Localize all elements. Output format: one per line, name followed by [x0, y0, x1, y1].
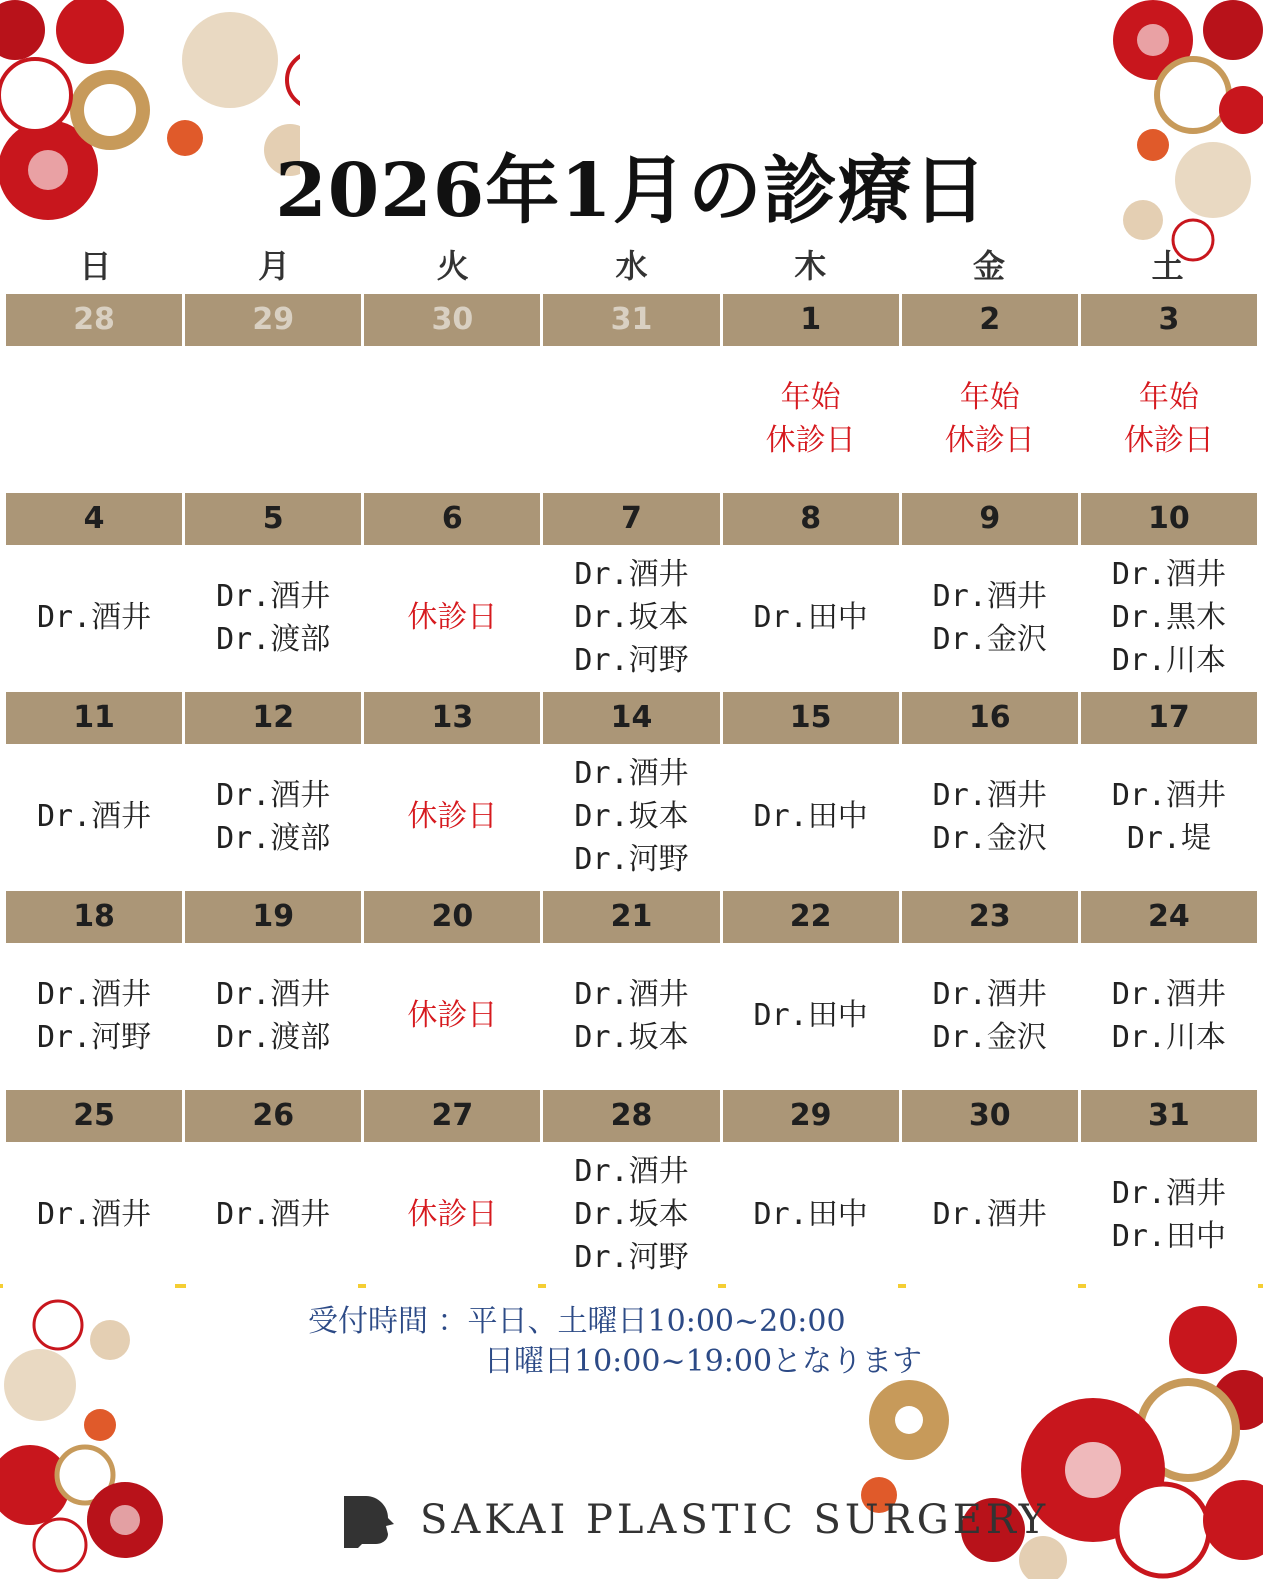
- doctor-name: Dr.酒井: [36, 1197, 152, 1232]
- closed-day-cell: [902, 346, 1078, 491]
- doctor-name: Dr.河野: [574, 1240, 689, 1275]
- reception-hours-line-2: 日曜日10:00~19:00となります: [484, 1344, 923, 1379]
- closed-label: 年始: [780, 379, 841, 415]
- doctor-schedule-cell: [543, 744, 719, 889]
- doctor-schedule-cell: [723, 943, 899, 1088]
- calendar-week: [6, 294, 1257, 491]
- date-number: 15: [723, 692, 899, 744]
- date-number: 21: [543, 891, 719, 943]
- doctor-name: Dr.河野: [574, 842, 689, 877]
- calendar: [6, 240, 1257, 1287]
- date-number: 22: [723, 891, 899, 943]
- date-number: 8: [723, 493, 899, 545]
- doctor-name: Dr.堤: [1126, 820, 1211, 856]
- doctor-name: Dr.田中: [753, 799, 868, 834]
- closed-label: 休診日: [407, 998, 498, 1033]
- doctor-schedule-cell: [6, 1142, 182, 1287]
- date-row: [6, 294, 1257, 346]
- doctor-schedule-cell: [1081, 744, 1257, 889]
- date-number: 11: [6, 692, 182, 744]
- date-number: 16: [902, 692, 1078, 744]
- doctor-name: Dr.河野: [574, 643, 689, 678]
- doctor-name: Dr.河野: [36, 1019, 152, 1055]
- doctor-name: Dr.酒井: [932, 777, 1047, 813]
- doctor-schedule-cell: [902, 1142, 1078, 1287]
- schedule-row: [6, 744, 1257, 889]
- doctor-name: Dr.金沢: [932, 820, 1047, 856]
- date-number: 7: [543, 493, 719, 545]
- date-number: 6: [364, 493, 540, 545]
- date-number: 27: [364, 1090, 540, 1142]
- doctor-name: Dr.酒井: [1111, 976, 1226, 1012]
- closed-label: 休診日: [1123, 422, 1214, 458]
- reception-hours: [308, 1302, 922, 1382]
- closed-label: 年始: [1138, 379, 1199, 415]
- doctor-name: Dr.坂本: [574, 1019, 689, 1055]
- closed-day-cell: [364, 744, 540, 889]
- brand-name: SAKAI PLASTIC SURGERY: [420, 1497, 1050, 1543]
- doctor-name: Dr.川本: [1111, 643, 1226, 678]
- doctor-name: Dr.酒井: [216, 1197, 331, 1232]
- doctor-schedule-cell: [902, 943, 1078, 1088]
- doctor-name: Dr.黒木: [1111, 600, 1226, 635]
- date-number: 5: [185, 493, 361, 545]
- doctor-name: Dr.酒井: [216, 976, 331, 1012]
- date-number: 28: [6, 294, 182, 346]
- date-number: 31: [543, 294, 719, 346]
- doctor-name: Dr.酒井: [36, 976, 152, 1012]
- plum-blossom-decoration-bottom-left: [0, 1295, 200, 1579]
- doctor-name: Dr.酒井: [1111, 557, 1226, 592]
- date-number: 14: [543, 692, 719, 744]
- doctor-schedule-cell: [543, 943, 719, 1088]
- doctor-schedule-cell: [6, 744, 182, 889]
- closed-day-cell: [1081, 346, 1257, 491]
- doctor-name: Dr.田中: [753, 998, 868, 1033]
- date-number: 29: [185, 294, 361, 346]
- calendar-week: [6, 493, 1257, 690]
- face-profile-icon: [340, 1492, 396, 1548]
- doctor-schedule-cell: [723, 744, 899, 889]
- doctor-name: Dr.田中: [753, 600, 868, 635]
- doctor-schedule-cell: [1081, 943, 1257, 1088]
- doctor-schedule-cell: [902, 545, 1078, 690]
- weekday-label: 木: [794, 247, 827, 285]
- calendar-week: [6, 1090, 1257, 1287]
- doctor-name: Dr.田中: [753, 1197, 868, 1232]
- schedule-row: [6, 346, 1257, 491]
- doctor-name: Dr.酒井: [574, 756, 689, 791]
- doctor-schedule-cell: [185, 943, 361, 1088]
- weekday-header: [6, 240, 1257, 292]
- calendar-week: [6, 891, 1257, 1088]
- date-number: 24: [1081, 891, 1257, 943]
- doctor-schedule-cell: [543, 1142, 719, 1287]
- date-number: 30: [902, 1090, 1078, 1142]
- closed-label: 休診日: [407, 600, 498, 635]
- date-number: 30: [364, 294, 540, 346]
- doctor-name: Dr.金沢: [932, 1019, 1047, 1055]
- date-number: 28: [543, 1090, 719, 1142]
- date-row: [6, 891, 1257, 943]
- doctor-schedule-cell: [1081, 1142, 1257, 1287]
- weekday-label: 日: [79, 247, 112, 285]
- doctor-schedule-cell: [902, 744, 1078, 889]
- date-number: 29: [723, 1090, 899, 1142]
- date-number: 2: [902, 294, 1078, 346]
- weekday-label: 月: [258, 247, 291, 285]
- doctor-name: Dr.坂本: [574, 600, 689, 635]
- date-number: 3: [1081, 294, 1257, 346]
- weekday-label: 火: [436, 247, 469, 285]
- doctor-name: Dr.酒井: [574, 976, 689, 1012]
- date-number: 19: [185, 891, 361, 943]
- closed-day-cell: [723, 346, 899, 491]
- date-number: 20: [364, 891, 540, 943]
- doctor-name: Dr.酒井: [574, 1154, 689, 1189]
- date-number: 25: [6, 1090, 182, 1142]
- doctor-name: Dr.金沢: [932, 621, 1047, 657]
- doctor-schedule-cell: [185, 744, 361, 889]
- date-number: 18: [6, 891, 182, 943]
- schedule-row: [6, 943, 1257, 1088]
- date-row: [6, 692, 1257, 744]
- closed-label: 休診日: [407, 1197, 498, 1232]
- closed-label: 休診日: [944, 422, 1035, 458]
- doctor-name: Dr.酒井: [574, 557, 689, 592]
- weekday-label: 水: [615, 247, 648, 285]
- reception-hours-line-1: 受付時間 ：平日、土曜日10:00~20:00: [308, 1304, 846, 1339]
- doctor-name: Dr.田中: [1111, 1218, 1226, 1254]
- doctor-schedule-cell: [6, 346, 182, 491]
- doctor-name: Dr.渡部: [216, 621, 331, 657]
- date-number: 9: [902, 493, 1078, 545]
- date-number: 26: [185, 1090, 361, 1142]
- calendar-weeks: [6, 294, 1257, 1287]
- doctor-name: Dr.坂本: [574, 799, 689, 834]
- date-number: 12: [185, 692, 361, 744]
- closed-day-cell: [364, 545, 540, 690]
- date-row: [6, 1090, 1257, 1142]
- doctor-name: Dr.川本: [1111, 1019, 1226, 1055]
- doctor-schedule-cell: [6, 545, 182, 690]
- closed-label: 休診日: [765, 422, 856, 458]
- page-title: 2026年1月の診療日: [275, 147, 988, 234]
- closed-day-cell: [364, 1142, 540, 1287]
- date-row: [6, 493, 1257, 545]
- doctor-name: Dr.酒井: [216, 777, 331, 813]
- brand-logo: [340, 1492, 1049, 1548]
- doctor-schedule-cell: [6, 943, 182, 1088]
- doctor-schedule-cell: [185, 1142, 361, 1287]
- doctor-name: Dr.酒井: [932, 976, 1047, 1012]
- date-number: 4: [6, 493, 182, 545]
- doctor-name: Dr.酒井: [932, 578, 1047, 614]
- doctor-name: Dr.酒井: [36, 600, 152, 635]
- doctor-schedule-cell: [364, 346, 540, 491]
- doctor-name: Dr.渡部: [216, 820, 331, 856]
- date-number: 17: [1081, 692, 1257, 744]
- doctor-schedule-cell: [185, 545, 361, 690]
- doctor-schedule-cell: [543, 346, 719, 491]
- date-number: 10: [1081, 493, 1257, 545]
- doctor-name: Dr.坂本: [574, 1197, 689, 1232]
- doctor-schedule-cell: [185, 346, 361, 491]
- doctor-name: Dr.酒井: [216, 578, 331, 614]
- doctor-name: Dr.渡部: [216, 1019, 331, 1055]
- doctor-name: Dr.酒井: [932, 1197, 1047, 1232]
- date-number: 31: [1081, 1090, 1257, 1142]
- doctor-schedule-cell: [543, 545, 719, 690]
- doctor-name: Dr.酒井: [1111, 1175, 1226, 1211]
- divider: [0, 1284, 1263, 1288]
- date-number: 1: [723, 294, 899, 346]
- closed-label: 年始: [959, 379, 1020, 415]
- doctor-schedule-cell: [1081, 545, 1257, 690]
- calendar-week: [6, 692, 1257, 889]
- doctor-name: Dr.酒井: [1111, 777, 1226, 813]
- date-number: 23: [902, 891, 1078, 943]
- closed-label: 休診日: [407, 799, 498, 834]
- doctor-schedule-cell: [723, 545, 899, 690]
- date-number: 13: [364, 692, 540, 744]
- doctor-name: Dr.酒井: [36, 799, 152, 834]
- closed-day-cell: [364, 943, 540, 1088]
- weekday-label: 土: [1151, 247, 1184, 285]
- schedule-row: [6, 1142, 1257, 1287]
- doctor-schedule-cell: [723, 1142, 899, 1287]
- weekday-label: 金: [972, 247, 1005, 285]
- schedule-row: [6, 545, 1257, 690]
